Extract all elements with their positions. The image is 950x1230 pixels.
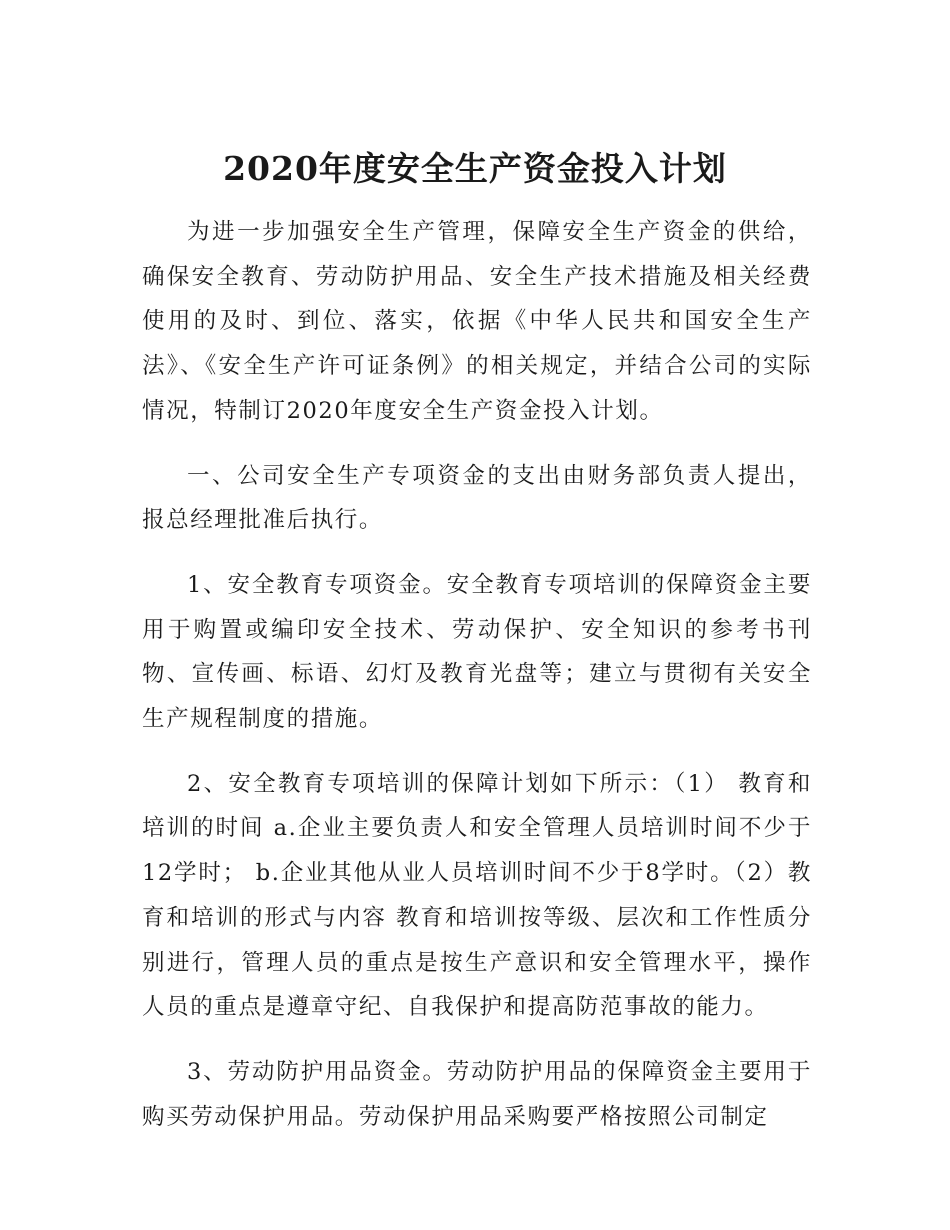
- paragraph-section-one: 一、公司安全生产专项资金的支出由财务部负责人提出，报总经理批准后执行。: [142, 462, 812, 534]
- paragraph-item-2: 2、安全教育专项培训的保障计划如下所示：（1） 教育和培训的时间 a.企业主要负责人和安全管理人员培训时间不少于12学时； b.企业其他从业人员培训时间不少于8学时。（2）教育和培训的形式与内容 教育和培训按等级、层次和工作性质分别进行，管理人员的重点是按生产意识和安全管理水平，操作人员的重点是遵章守纪、自我保护和提高防范事故的能力。: [142, 770, 812, 1021]
- paragraph-item-3: 3、劳动防护用品资金。劳动防护用品的保障资金主要用于购买劳动保护用品。劳动保护用品采购要严格按照公司制定: [142, 1058, 812, 1130]
- paragraph-intro: 为进一步加强安全生产管理，保障安全生产资金的供给，确保安全教育、劳动防护用品、安全生产技术措施及相关经费使用的及时、到位、落实，依据《中华人民共和国安全生产法》、《安全生产许可证条例》的相关规定，并结合公司的实际情况，特制订2020年度安全生产资金投入计划。: [142, 219, 812, 424]
- document-title: 2020年度安全生产资金投入计划: [223, 149, 727, 189]
- paragraph-item-1: 1、安全教育专项资金。安全教育专项培训的保障资金主要用于购置或编印安全技术、劳动保护、安全知识的参考书刊物、宣传画、标语、幻灯及教育光盘等；建立与贯彻有关安全生产规程制度的措施。: [142, 571, 812, 733]
- document-body: [142, 210, 812, 1159]
